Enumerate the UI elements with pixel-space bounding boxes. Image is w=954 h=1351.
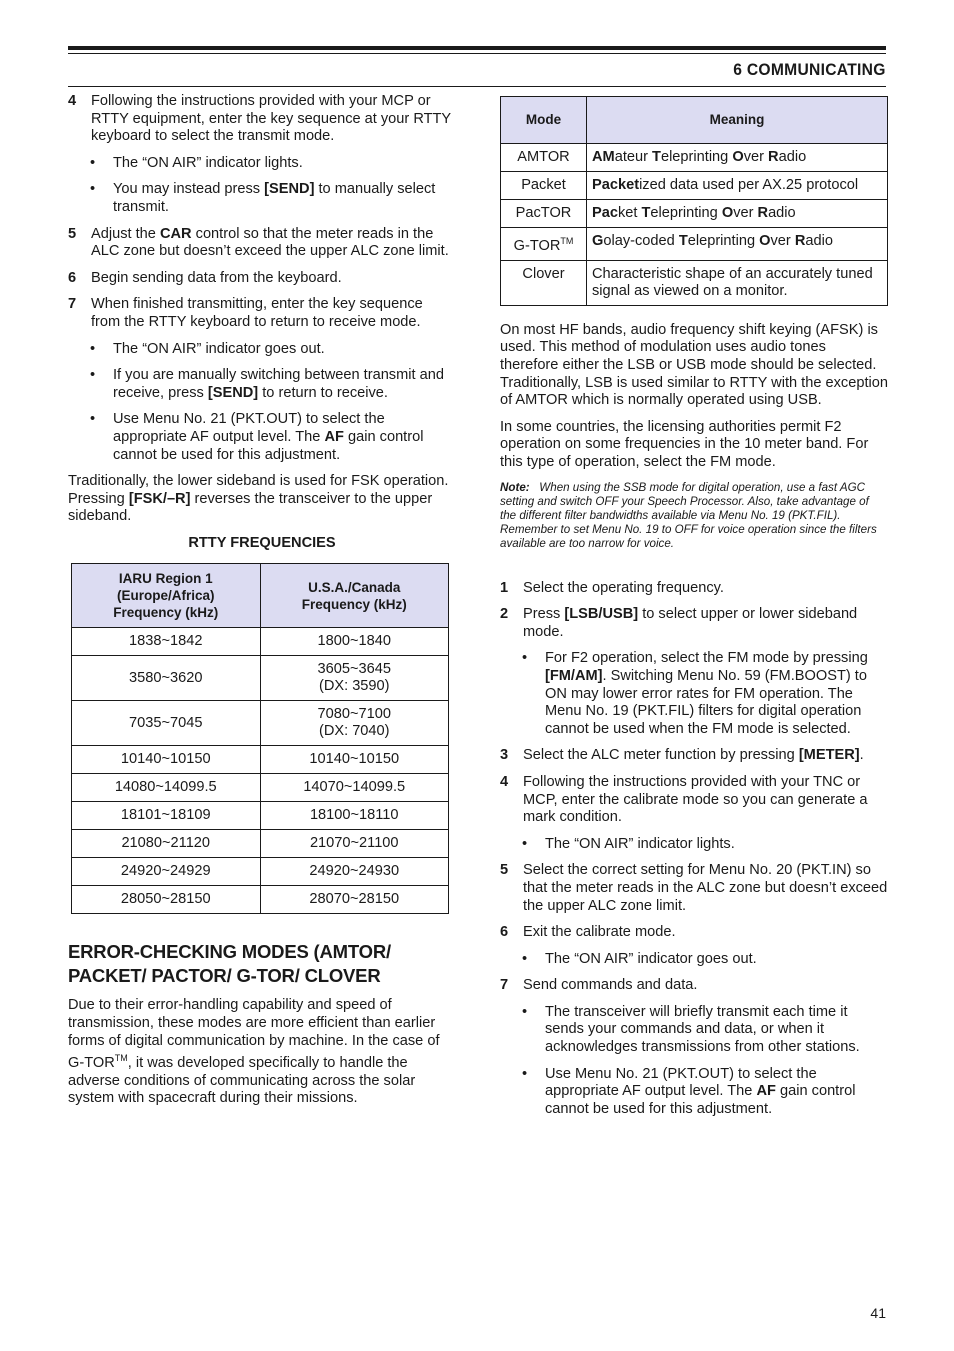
note	[500, 481, 888, 551]
meaning-text: eleprinting	[660, 149, 733, 165]
acronym-letters: Pac	[592, 205, 618, 221]
trademark-mark: TM	[114, 1053, 128, 1064]
key-label: AF	[324, 428, 344, 445]
step-2	[500, 606, 888, 641]
acronym-letters: O	[721, 205, 734, 221]
header-line: (Europe/Africa)	[116, 588, 215, 604]
table-body	[501, 144, 888, 306]
f2-paragraph: In some countries, the licensing authorities permit F2 operation on some frequencies in the 10 meter band. For this type of operation, select the FM mode.	[500, 418, 869, 471]
table-row	[72, 858, 449, 886]
step-text: Select the correct setting for Menu No. 20 (PKT.IN) so that the meter reads in the ALC zone but doesn’t exceed the upper ALC zone limit.	[523, 862, 888, 914]
column-header-meaning: Meaning	[587, 97, 888, 144]
bullet	[68, 181, 456, 216]
step-number: 2	[500, 606, 509, 623]
acronym-letters: AM	[592, 149, 615, 165]
step-number: 7	[500, 977, 509, 994]
note-text: When using the SSB mode for digital operation, use a fast AGC setting and switch OFF your Speech Processor. Also, take advantage of the different filter bandwidths available via Menu No. 19 (PKT.FIL). Remember to set Menu No. 19 to OFF for voice operation since the filters available are too narrow for voice.	[500, 480, 877, 550]
iaru-frequency-cell: 7035~7045	[72, 701, 261, 746]
mode-name: Clover	[522, 265, 565, 282]
bullet-text: to return to receive.	[258, 384, 388, 401]
section-heading: ERROR-CHECKING MODES (AMTOR/ PACKET/ PACTOR/ G-TOR/ CLOVER	[68, 941, 391, 987]
page-number: 41	[870, 1305, 886, 1321]
header-rule-bottom	[68, 86, 886, 87]
cell-line: 14070~14099.5	[303, 779, 406, 796]
cell-line: 10140~10150	[309, 751, 400, 768]
meaning-text: ver	[770, 233, 795, 249]
iaru-frequency-cell: 3580~3620	[72, 656, 261, 701]
cell-line: 28070~28150	[309, 891, 400, 908]
mode-meaning-table	[500, 96, 888, 306]
step-3	[500, 747, 888, 765]
step-text: control so that the meter reads in the ALC zone but doesn’t exceed the upper ALC zone limit.	[91, 225, 449, 260]
iaru-frequency-cell: 28050~28150	[72, 886, 261, 914]
step-text: .	[859, 747, 864, 764]
mode-cell	[501, 228, 587, 261]
key-label: [LSB/USB]	[564, 606, 639, 623]
bullet-text: The “ON AIR” indicator goes out.	[545, 950, 757, 967]
table-row	[501, 228, 888, 261]
mode-name: PacTOR	[515, 205, 572, 221]
acronym-letters: T	[652, 149, 661, 165]
table-row	[501, 200, 888, 228]
bullet-text: Use Menu No. 21 (PKT.OUT) to select the appropriate AF output level. The	[545, 1065, 817, 1100]
afsk-paragraph: On most HF bands, audio frequency shift keying (AFSK) is used. This method of modulation uses audio tones therefore either the LSB or USB mode should be selected. Traditionally, LSB is used similar to RTTY with the exception of AMTOR which is normally operated using USB.	[500, 321, 888, 409]
column-header-mode: Mode	[501, 97, 587, 144]
bullet-text: . Switching Menu No. 59 (FM.BOOST) to ON may lower error rates for FM operation. The Menu No. 19 (PKT.FIL) filters for digital operation cannot be used when the FM mode is selected.	[545, 667, 867, 737]
bullet	[500, 951, 888, 969]
meaning-text: ateur	[614, 149, 653, 165]
step-text: Select the operating frequency.	[523, 579, 724, 596]
section-paragraph	[68, 997, 456, 1107]
iaru-frequency-cell: 24920~24929	[72, 858, 261, 886]
acronym-letters: T	[678, 233, 688, 249]
iaru-frequency-cell: 14080~14099.5	[72, 774, 261, 802]
meaning-text: eleprinting	[687, 233, 760, 249]
iaru-frequency-cell: 10140~10150	[72, 746, 261, 774]
bullet-text: Use Menu No. 21 (PKT.OUT) to select the appropriate AF output level. The	[113, 411, 385, 445]
step-7	[500, 977, 888, 995]
paragraph-text: Due to their error-handling capability and speed of transmission, these modes are more efficient than earlier forms of digital communication by machine. In the case of G-TOR	[68, 997, 440, 1072]
step-5	[68, 226, 456, 261]
acronym-letters: T	[641, 205, 651, 221]
column-header-usa	[260, 564, 449, 628]
meaning-text: ver	[743, 149, 769, 165]
key-label: AF	[756, 1083, 776, 1100]
bullet-text: gain control cannot be used for this adjustment.	[113, 428, 424, 463]
cell-line: 7080~7100	[317, 706, 391, 723]
header-line: U.S.A./Canada	[308, 579, 401, 595]
step-text: When finished transmitting, enter the key sequence from the RTTY keyboard to return to receive mode.	[91, 296, 423, 330]
acronym-letters: O	[732, 149, 744, 165]
usa-frequency-cell	[260, 628, 449, 656]
chapter-title: 6 COMMUNICATING	[733, 60, 886, 79]
bullet	[500, 1066, 888, 1119]
step-text: Exit the calibrate mode.	[523, 924, 676, 941]
step-number: 3	[500, 747, 509, 764]
acronym-letters: R	[757, 205, 769, 221]
table-body	[72, 628, 449, 914]
meaning-text: ver	[733, 205, 758, 221]
step-number: 7	[68, 296, 77, 313]
table-row	[72, 802, 449, 830]
header-line: IARU Region 1	[118, 571, 213, 587]
step-4	[500, 774, 888, 827]
mode-cell	[501, 172, 587, 200]
usa-frequency-cell	[260, 701, 449, 746]
cell-line: (DX: 3590)	[318, 678, 390, 695]
meaning-text: adio	[778, 149, 807, 165]
table-row	[72, 830, 449, 858]
bullet	[68, 411, 456, 464]
paragraph-text: , it was developed specifically to handle the adverse conditions of communicating across the solar system with spacecraft during their missions.	[68, 1055, 416, 1107]
step-text: Send commands and data.	[523, 977, 698, 994]
step-number: 4	[500, 773, 509, 790]
bullet-text: You may instead press	[113, 181, 265, 198]
cell-line: 18100~18110	[309, 807, 399, 824]
key-label: [FM/AM]	[545, 667, 603, 684]
usa-frequency-cell	[260, 656, 449, 701]
meaning-text: ket	[617, 205, 642, 221]
step-text: Following the instructions provided with your MCP or RTTY equipment, enter the key sequence at your RTTY keyboard to select the transmit mode.	[91, 93, 451, 145]
bullet-text: The “ON AIR” indicator lights.	[545, 835, 735, 852]
meaning-cell	[587, 144, 888, 172]
meaning-cell	[587, 260, 888, 305]
table-row	[72, 746, 449, 774]
bullet	[500, 650, 888, 738]
iaru-frequency-cell: 21080~21120	[72, 830, 261, 858]
step-6	[500, 924, 888, 942]
acronym-letters: Packet	[592, 177, 640, 193]
step-text: Begin sending data from the keyboard.	[91, 269, 342, 286]
key-label: CAR	[159, 225, 192, 242]
mode-name: Packet	[521, 177, 566, 193]
step-number: 5	[68, 225, 77, 242]
right-column	[500, 96, 888, 1127]
header-line: Frequency (kHz)	[113, 605, 219, 621]
usa-frequency-cell	[260, 858, 449, 886]
bullet	[68, 155, 456, 173]
bullet	[500, 836, 888, 854]
bullet	[68, 341, 456, 359]
cell-line: 24920~24930	[309, 863, 400, 880]
table-title: RTTY FREQUENCIES	[188, 534, 336, 551]
table-row	[501, 260, 888, 305]
step-number: 4	[68, 93, 77, 109]
meaning-text: Characteristic shape of an accurately tuned signal as viewed on a monitor.	[592, 265, 873, 299]
mode-name: AMTOR	[517, 149, 570, 165]
step-5	[500, 862, 888, 915]
usa-frequency-cell	[260, 886, 449, 914]
usa-frequency-cell	[260, 746, 449, 774]
key-label: [METER]	[798, 747, 860, 764]
column-header-iaru	[72, 564, 261, 628]
bullet-text: to manually select transmit.	[113, 181, 436, 215]
key-label: [SEND]	[207, 384, 259, 401]
paragraph-text: reverses the transceiver to the upper sideband.	[68, 490, 433, 525]
iaru-frequency-cell: 18101~18109	[72, 802, 261, 830]
mode-cell	[501, 260, 587, 305]
cell-line: (DX: 7040)	[318, 723, 390, 740]
usa-frequency-cell	[260, 802, 449, 830]
acronym-letters: R	[768, 149, 779, 165]
meaning-text: eleprinting	[650, 205, 722, 221]
fsk-paragraph	[68, 473, 456, 526]
meaning-text: adio	[768, 205, 796, 221]
step-4	[68, 93, 456, 146]
header-rule-thin	[68, 53, 886, 54]
step-number: 6	[68, 269, 77, 286]
acronym-letters: O	[759, 233, 771, 249]
paragraph-text: Traditionally, the lower sideband is used for FSK operation. Pressing	[68, 473, 449, 507]
bullet-text: The “ON AIR” indicator goes out.	[113, 340, 325, 357]
table-row	[72, 701, 449, 746]
step-text: to select upper or lower sideband mode.	[523, 606, 858, 640]
step-number: 6	[500, 924, 509, 941]
iaru-frequency-cell: 1838~1842	[72, 628, 261, 656]
step-7	[68, 296, 456, 331]
mode-name: G-TOR	[513, 237, 561, 254]
acronym-letters: R	[794, 233, 806, 249]
cell-line: 3605~3645	[317, 661, 391, 678]
meaning-text: olay-coded	[603, 233, 679, 249]
header-rule-thick	[68, 46, 886, 50]
step-1	[500, 580, 888, 598]
bullet-text: gain control cannot be used for this adjustment.	[545, 1083, 856, 1117]
table-row	[72, 628, 449, 656]
acronym-letters: G	[592, 233, 604, 249]
table-row	[501, 144, 888, 172]
cell-line: 21070~21100	[309, 835, 399, 852]
header-line: Frequency (kHz)	[301, 596, 407, 612]
step-text: Select the ALC meter function by pressing	[523, 747, 799, 764]
step-text: Adjust the	[91, 225, 160, 242]
meaning-text: ized data used per AX.25 protocol	[639, 177, 859, 193]
usa-frequency-cell	[260, 774, 449, 802]
bullet-text: The “ON AIR” indicator lights.	[113, 154, 303, 171]
note-label: Note:	[500, 480, 530, 494]
table-row	[501, 172, 888, 200]
meaning-cell	[587, 228, 888, 261]
trademark-mark: TM	[560, 236, 574, 246]
table-row	[72, 886, 449, 914]
meaning-cell	[587, 172, 888, 200]
table-row	[72, 656, 449, 701]
step-number: 1	[500, 579, 509, 596]
meaning-cell	[587, 200, 888, 228]
key-label: [FSK/–R]	[128, 490, 191, 507]
bullet-text: For F2 operation, select the FM mode by pressing	[545, 650, 868, 667]
bullet	[68, 367, 456, 402]
bullet-text: The transceiver will briefly transmit each time it sends your commands and data, or when it acknowledges transmissions from other stations.	[545, 1003, 860, 1056]
mode-cell	[501, 144, 587, 172]
mode-cell	[501, 200, 587, 228]
rtty-frequency-table	[71, 563, 449, 914]
meaning-text: adio	[805, 233, 833, 249]
left-column	[68, 93, 456, 1117]
bullet-text: If you are manually switching between transmit and receive, press	[113, 367, 444, 401]
usa-frequency-cell	[260, 830, 449, 858]
cell-line: 1800~1840	[317, 633, 391, 650]
step-text: Press	[523, 606, 565, 623]
step-number: 5	[500, 862, 509, 879]
table-row	[72, 774, 449, 802]
step-6	[68, 270, 456, 288]
bullet	[500, 1004, 888, 1057]
key-label: [SEND]	[264, 181, 315, 198]
step-text: Following the instructions provided with your TNC or MCP, enter the calibrate mode so you can generate a mark condition.	[523, 773, 868, 826]
